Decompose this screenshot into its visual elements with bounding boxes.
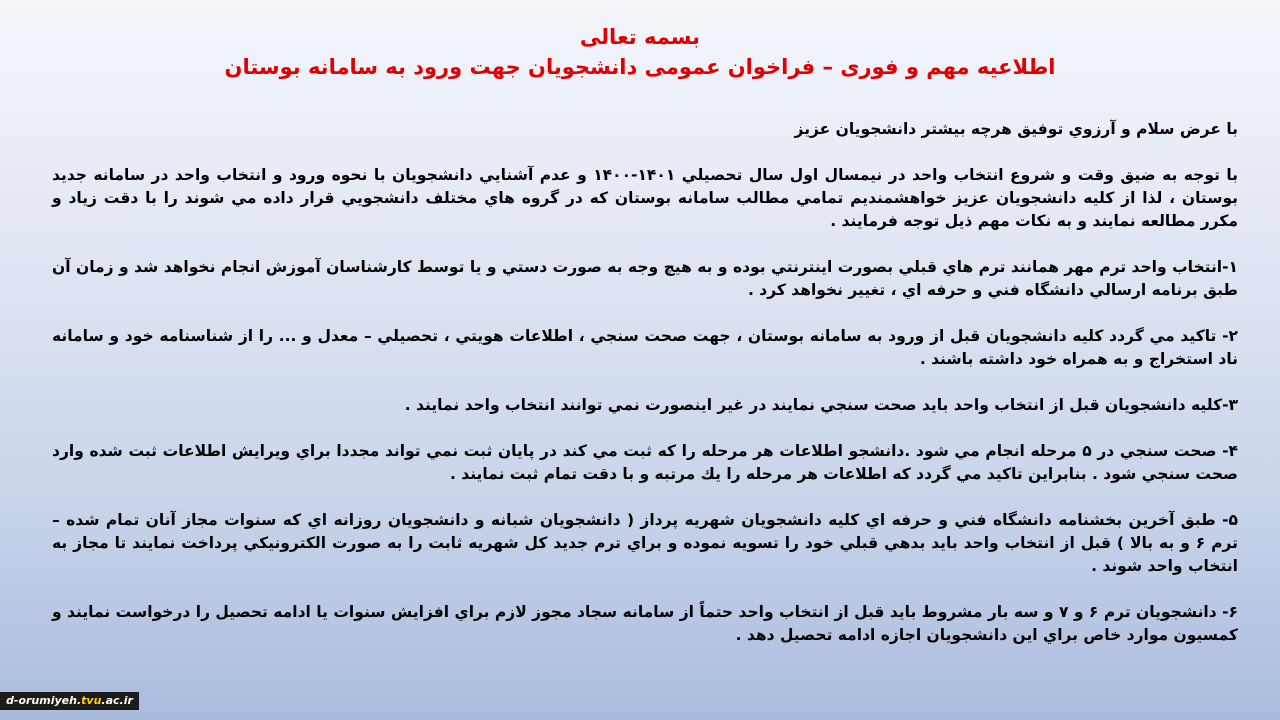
item-3: ۳-كليه دانشجويان قبل از انتخاب واحد بايد صحت سنجي نمايند در غير اينصورت نمي توانند انتخاب واحد نمايند . <box>404 396 1238 414</box>
title-block <box>0 22 1280 82</box>
item-2: ۲- تاكيد مي گردد كليه دانشجويان قبل از ورود به سامانه بوستان ، جهت صحت سنجي ، اطلاعات هويتي ، تحصيلي – معدل و ... را از شناسنامه خود و سامانه ناد استخراج و به همراه خود داشته باشند . <box>52 327 1238 368</box>
item-4: ۴- صحت سنجي در ۵ مرحله انجام مي شود .دانشجو اطلاعات هر مرحله را كه ثبت مي كند در پايان ثبت نمي تواند مجددا براي ويرايش اطلاعات ثبت شده وارد صحت سنجي شود . بنابراين تاكيد مي گردد كه اطلاعات هر مرحله را يك مرتبه و با دقت تمام ثبت نمايند . <box>52 442 1238 483</box>
greeting-text: با عرض سلام و آرزوي توفيق هرچه بيشتر دانشجويان عزيز <box>794 120 1238 138</box>
item-6: ۶- دانشجويان ترم ۶ و ۷ و سه بار مشروط بايد قبل از انتخاب واحد حتماً از سامانه سجاد مجوز لازم براي افزايش سنوات يا ادامه تحصيل را درخواست نمايند و كمسيون موارد خاص براي اين دانشجويان اجازه ادامه تحصيل دهد . <box>52 603 1239 644</box>
website-suffix: .ac.ir <box>101 694 133 707</box>
website-accent: tvu <box>81 694 102 707</box>
intro-paragraph: با توجه به ضيق وقت و شروع انتخاب واحد در نيمسال اول سال تحصيلي ۱۴۰۱-۱۴۰۰ و عدم آشنايي دانشجويان با نحوه ورود و انتخاب واحد در سامانه جديد بوستان ، لذا از كليه دانشجويان عزيز خواهشمنديم تمامي مطالب سامانه بوستان كه در گروه هاي مختلف دانشجويي قرار داده مي شوند را با دقت زياد و مكرر مطالعه نمايند و به نكات مهم ذيل توجه فرمايند . <box>52 166 1238 230</box>
announcement-title: اطلاعیه مهم و فوری – فراخوان عمومی دانشجویان جهت ورود به سامانه بوستان <box>224 55 1056 79</box>
item-1: ۱-انتخاب واحد ترم مهر همانند ترم هاي قبلي بصورت اينترنتي بوده و به هيچ وجه به صورت دستي و يا توسط كارشناسان آموزش انجام نخواهد شد و زمان آن طبق برنامه ارسالي دانشگاه فني و حرفه اي ، تغيير نخواهد كرد . <box>52 258 1238 299</box>
website-prefix: d-orumiyeh. <box>6 694 82 707</box>
announcement-body <box>52 118 1238 670</box>
item-5: ۵- طبق آخرين بخشنامه دانشگاه فني و حرفه اي كليه دانشجويان شهريه پرداز ( دانشجويان شبانه و دانشجويان روزانه اي كه سنوات مجاز آنان تمام شده – ترم ۶ و به بالا ) قبل از انتخاب واحد بايد بدهي قبلي خود را تسويه نموده و براي ترم جديد كل شهريه ثابت را به صورت الكترونيكي پرداخت نمايند تا مجاز به انتخاب واحد شوند . <box>52 511 1239 575</box>
website-badge[interactable] <box>0 692 139 710</box>
basmala-heading: بسمه تعالی <box>579 25 701 49</box>
